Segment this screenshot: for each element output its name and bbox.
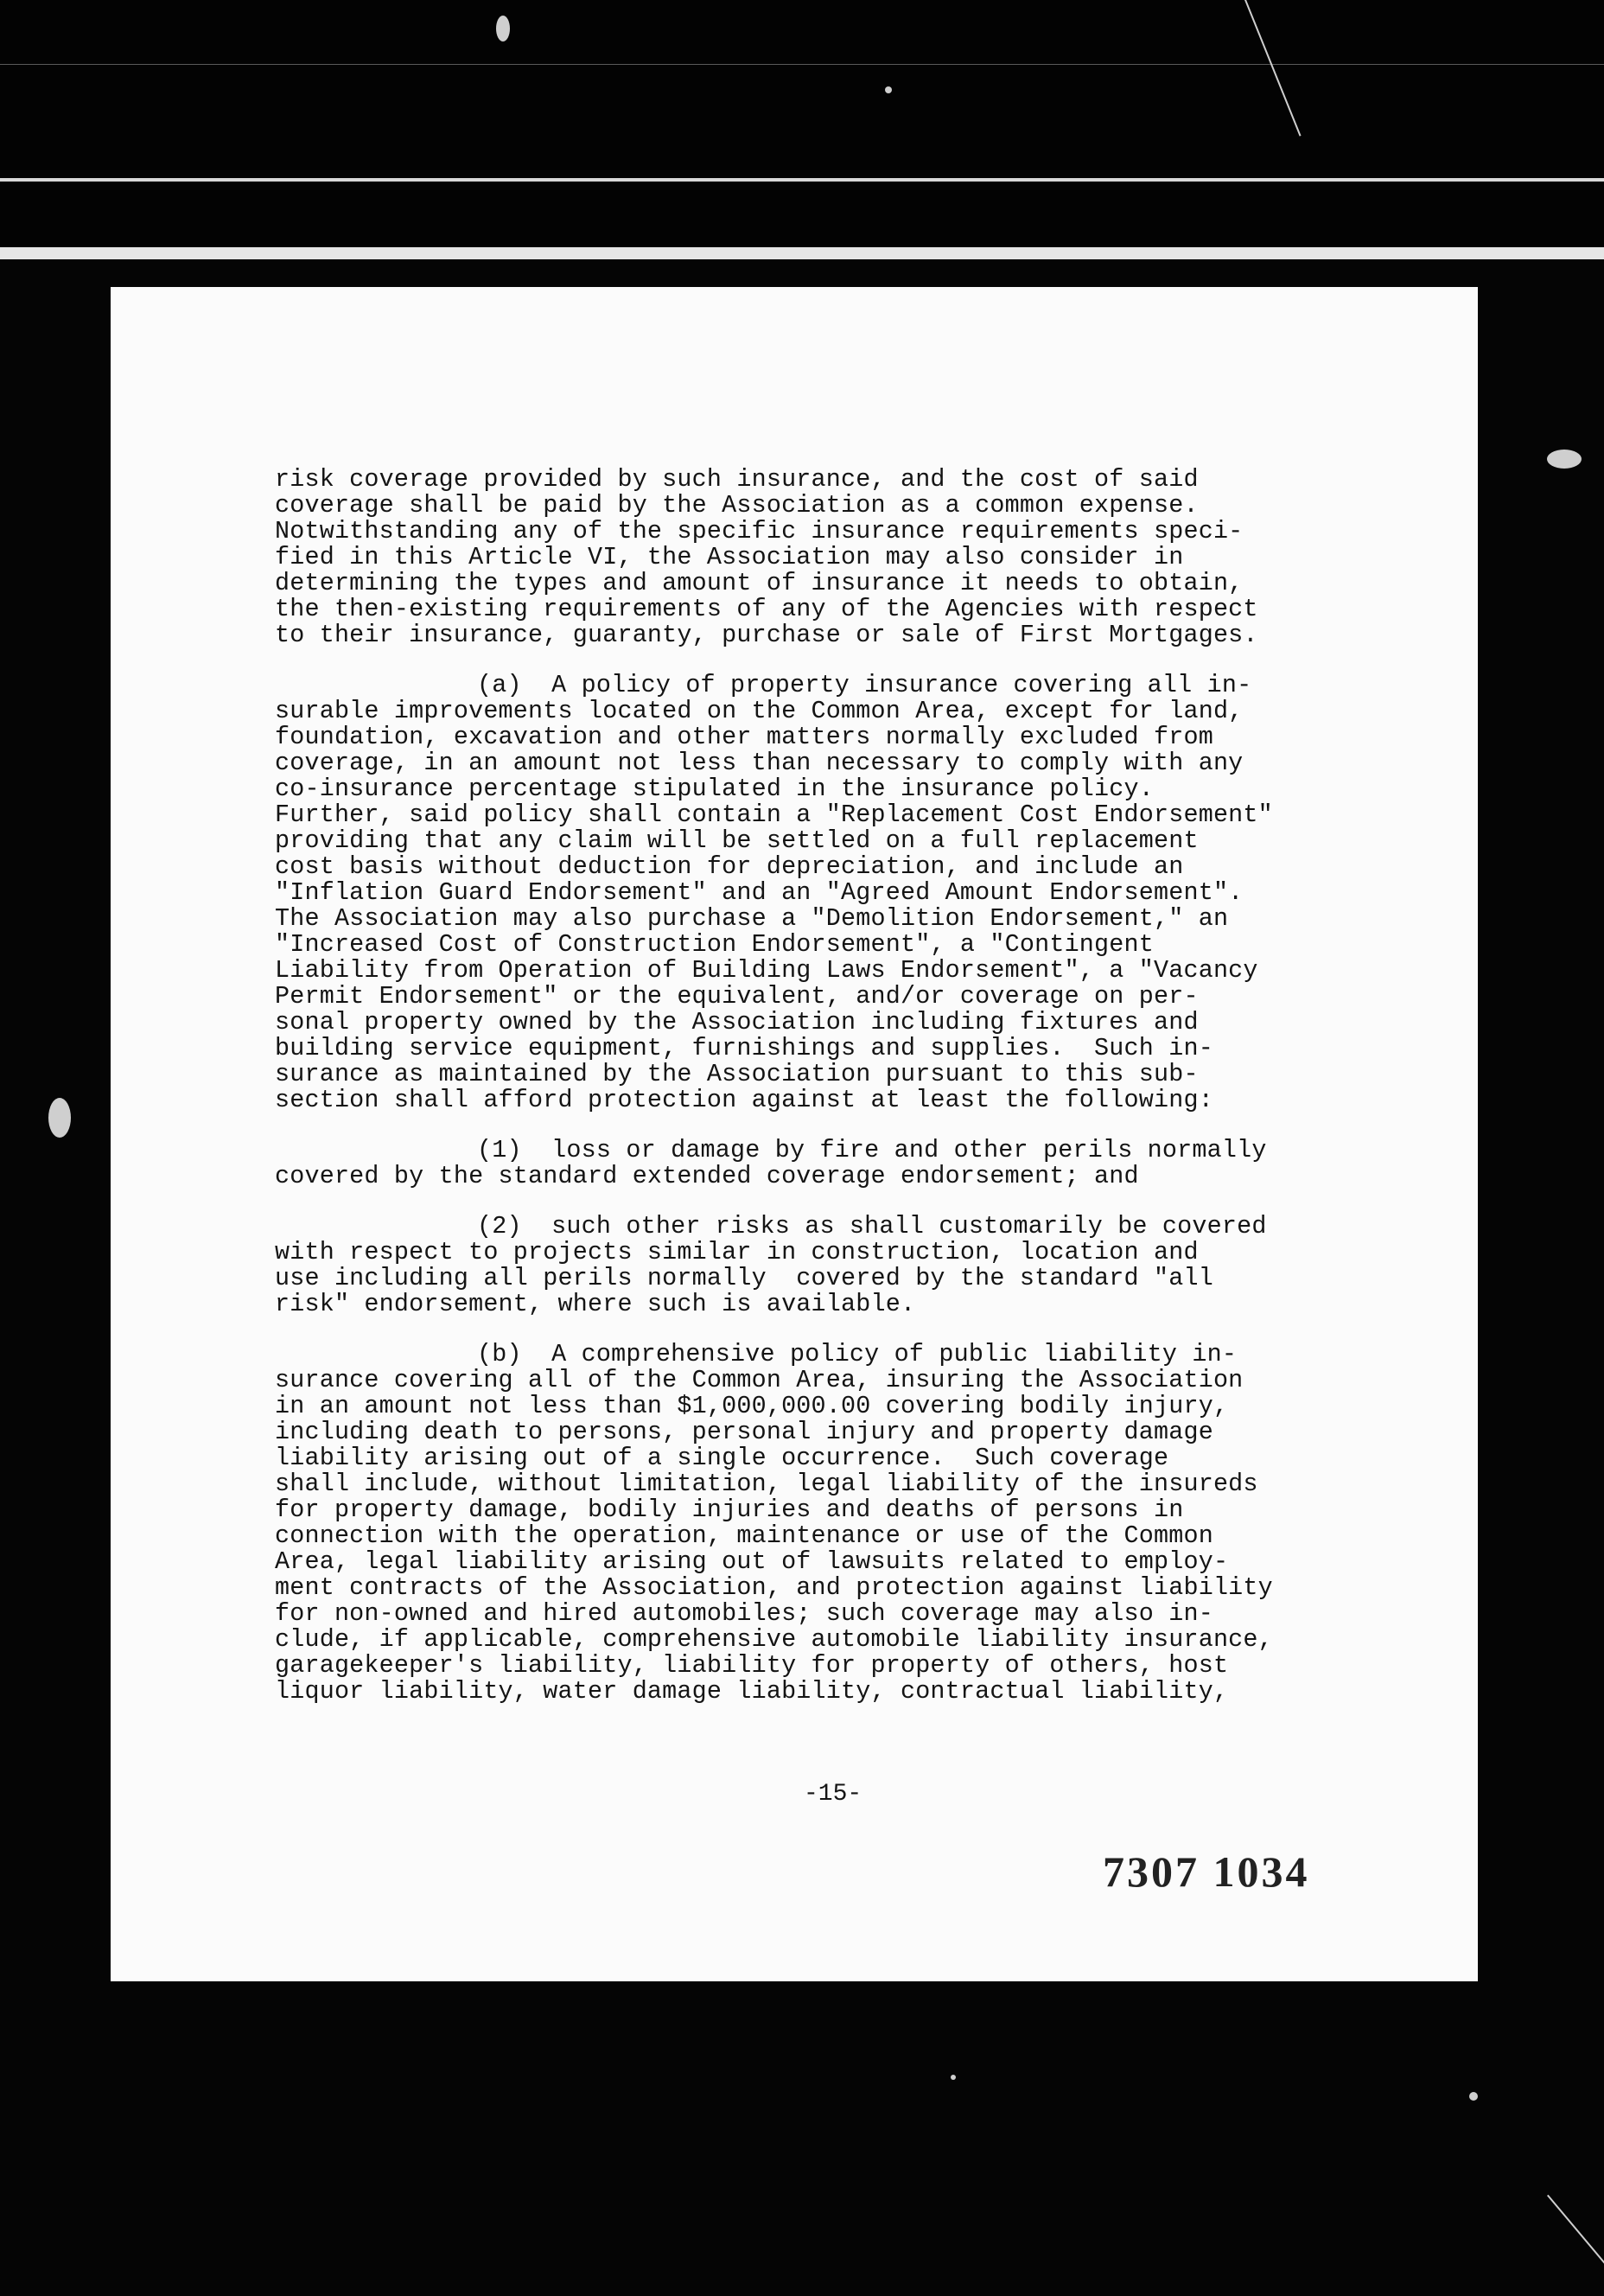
line-text: (1) loss or damage by fire and other perils normally bbox=[477, 1136, 1267, 1164]
text-line bbox=[275, 750, 1407, 776]
line-text: coverage shall be paid by the Association as a common expense. bbox=[275, 491, 1199, 520]
text-line bbox=[275, 519, 1407, 545]
text-line bbox=[275, 1653, 1407, 1679]
paragraph bbox=[275, 1138, 1407, 1189]
line-text: covered by the standard extended coverage endorsement; and bbox=[275, 1162, 1139, 1190]
scan-speck bbox=[1469, 2092, 1478, 2101]
text-line bbox=[275, 724, 1407, 750]
line-text: liquor liability, water damage liability, contractual liability, bbox=[275, 1677, 1229, 1706]
scan-speck bbox=[1547, 450, 1582, 469]
text-line bbox=[275, 1036, 1407, 1062]
line-text: for non-owned and hired automobiles; such coverage may also in- bbox=[275, 1599, 1213, 1628]
line-text: garagekeeper's liability, liability for property of others, host bbox=[275, 1651, 1229, 1680]
line-text: surance covering all of the Common Area, insuring the Association bbox=[275, 1366, 1244, 1394]
line-text: surance as maintained by the Association pursuant to this sub- bbox=[275, 1060, 1199, 1088]
line-text: "Inflation Guard Endorsement" and an "Agreed Amount Endorsement". bbox=[275, 878, 1244, 907]
line-text: The Association may also purchase a "Demolition Endorsement," an bbox=[275, 904, 1229, 933]
text-line bbox=[275, 1394, 1407, 1419]
line-text: co-insurance percentage stipulated in the insurance policy. bbox=[275, 775, 1154, 803]
text-line bbox=[275, 1240, 1407, 1266]
line-text: determining the types and amount of insurance it needs to obtain, bbox=[275, 569, 1244, 597]
scan-line bbox=[0, 64, 1604, 65]
text-line bbox=[275, 1138, 1407, 1164]
text-line bbox=[275, 984, 1407, 1010]
text-line bbox=[275, 854, 1407, 880]
scan-line bbox=[0, 247, 1604, 259]
line-text: including death to persons, personal injury and property damage bbox=[275, 1418, 1213, 1446]
text-line bbox=[275, 1368, 1407, 1394]
line-text: coverage, in an amount not less than necessary to comply with any bbox=[275, 749, 1244, 777]
text-line bbox=[275, 880, 1407, 906]
text-line bbox=[275, 622, 1407, 648]
text-line bbox=[275, 828, 1407, 854]
scan-speck bbox=[496, 16, 510, 41]
line-text: ment contracts of the Association, and protection against liability bbox=[275, 1573, 1273, 1602]
text-line bbox=[275, 802, 1407, 828]
text-line bbox=[275, 1601, 1407, 1627]
text-line bbox=[275, 545, 1407, 571]
line-text: with respect to projects similar in construction, location and bbox=[275, 1238, 1199, 1266]
text-line bbox=[275, 673, 1407, 698]
line-text: sonal property owned by the Association including fixtures and bbox=[275, 1008, 1199, 1036]
line-text: connection with the operation, maintenance or use of the Common bbox=[275, 1521, 1213, 1550]
line-text: Notwithstanding any of the specific insurance requirements speci- bbox=[275, 517, 1244, 545]
line-text: for property damage, bodily injuries and deaths of persons in bbox=[275, 1496, 1184, 1524]
page-number: -15- bbox=[804, 1781, 862, 1808]
text-line bbox=[275, 1575, 1407, 1601]
line-text: surable improvements located on the Common Area, except for land, bbox=[275, 697, 1244, 725]
line-text: fied in this Article VI, the Association may also consider in bbox=[275, 543, 1184, 571]
scan-border-top bbox=[0, 0, 1604, 259]
paragraph bbox=[275, 1214, 1407, 1317]
paragraph bbox=[275, 1342, 1407, 1705]
scan-line bbox=[0, 178, 1604, 182]
text-line bbox=[275, 698, 1407, 724]
text-line bbox=[275, 1471, 1407, 1497]
line-text: "Increased Cost of Construction Endorsement", a "Contingent bbox=[275, 930, 1154, 959]
line-text: Area, legal liability arising out of lawsuits related to employ- bbox=[275, 1547, 1229, 1576]
recording-stamp: 7307 1034 bbox=[1103, 1847, 1310, 1896]
line-text: to their insurance, guaranty, purchase or sale of First Mortgages. bbox=[275, 621, 1258, 649]
line-text: Liability from Operation of Building Laws Endorsement", a "Vacancy bbox=[275, 956, 1258, 985]
text-line bbox=[275, 776, 1407, 802]
text-line bbox=[275, 1549, 1407, 1575]
document-body bbox=[275, 467, 1407, 1729]
line-text: clude, if applicable, comprehensive automobile liability insurance, bbox=[275, 1625, 1273, 1654]
line-text: use including all perils normally covered by the standard "all bbox=[275, 1264, 1213, 1292]
line-text: (b) A comprehensive policy of public liability in- bbox=[477, 1340, 1238, 1368]
text-line bbox=[275, 958, 1407, 984]
paragraph bbox=[275, 673, 1407, 1113]
paragraph bbox=[275, 467, 1407, 648]
scan-speck bbox=[951, 2075, 956, 2080]
scan-speck bbox=[48, 1098, 71, 1138]
text-line bbox=[275, 1292, 1407, 1317]
text-line bbox=[275, 1164, 1407, 1189]
text-line bbox=[275, 493, 1407, 519]
line-text: risk" endorsement, where such is available. bbox=[275, 1290, 916, 1318]
line-text: cost basis without deduction for depreciation, and include an bbox=[275, 852, 1184, 881]
scan-scratch bbox=[1547, 2195, 1604, 2269]
text-line bbox=[275, 467, 1407, 493]
text-line bbox=[275, 932, 1407, 958]
line-text: shall include, without limitation, legal liability of the insureds bbox=[275, 1470, 1258, 1498]
text-line bbox=[275, 1523, 1407, 1549]
text-line bbox=[275, 1010, 1407, 1036]
scan-speck bbox=[885, 86, 892, 93]
line-text: section shall afford protection against at least the following: bbox=[275, 1086, 1213, 1114]
text-line bbox=[275, 1497, 1407, 1523]
text-line bbox=[275, 1445, 1407, 1471]
line-text: the then-existing requirements of any of the Agencies with respect bbox=[275, 595, 1258, 623]
text-line bbox=[275, 1342, 1407, 1368]
line-text: Permit Endorsement" or the equivalent, and/or coverage on per- bbox=[275, 982, 1199, 1011]
text-line bbox=[275, 1087, 1407, 1113]
text-line bbox=[275, 1627, 1407, 1653]
line-text: Further, said policy shall contain a "Replacement Cost Endorsement" bbox=[275, 800, 1273, 829]
line-text: foundation, excavation and other matters normally excluded from bbox=[275, 723, 1213, 751]
line-text: (a) A policy of property insurance covering all in- bbox=[477, 671, 1252, 699]
line-text: building service equipment, furnishings and supplies. Such in- bbox=[275, 1034, 1213, 1062]
line-text: liability arising out of a single occurrence. Such coverage bbox=[275, 1444, 1169, 1472]
line-text: in an amount not less than $1,000,000.00 covering bodily injury, bbox=[275, 1392, 1229, 1420]
text-line bbox=[275, 1419, 1407, 1445]
line-text: (2) such other risks as shall customarily be covered bbox=[477, 1212, 1267, 1240]
text-line bbox=[275, 571, 1407, 596]
line-text: providing that any claim will be settled on a full replacement bbox=[275, 826, 1199, 855]
text-line bbox=[275, 1062, 1407, 1087]
text-line bbox=[275, 1214, 1407, 1240]
text-line bbox=[275, 596, 1407, 622]
line-text: risk coverage provided by such insurance, and the cost of said bbox=[275, 465, 1199, 494]
text-line bbox=[275, 1266, 1407, 1292]
text-line bbox=[275, 906, 1407, 932]
text-line bbox=[275, 1679, 1407, 1705]
